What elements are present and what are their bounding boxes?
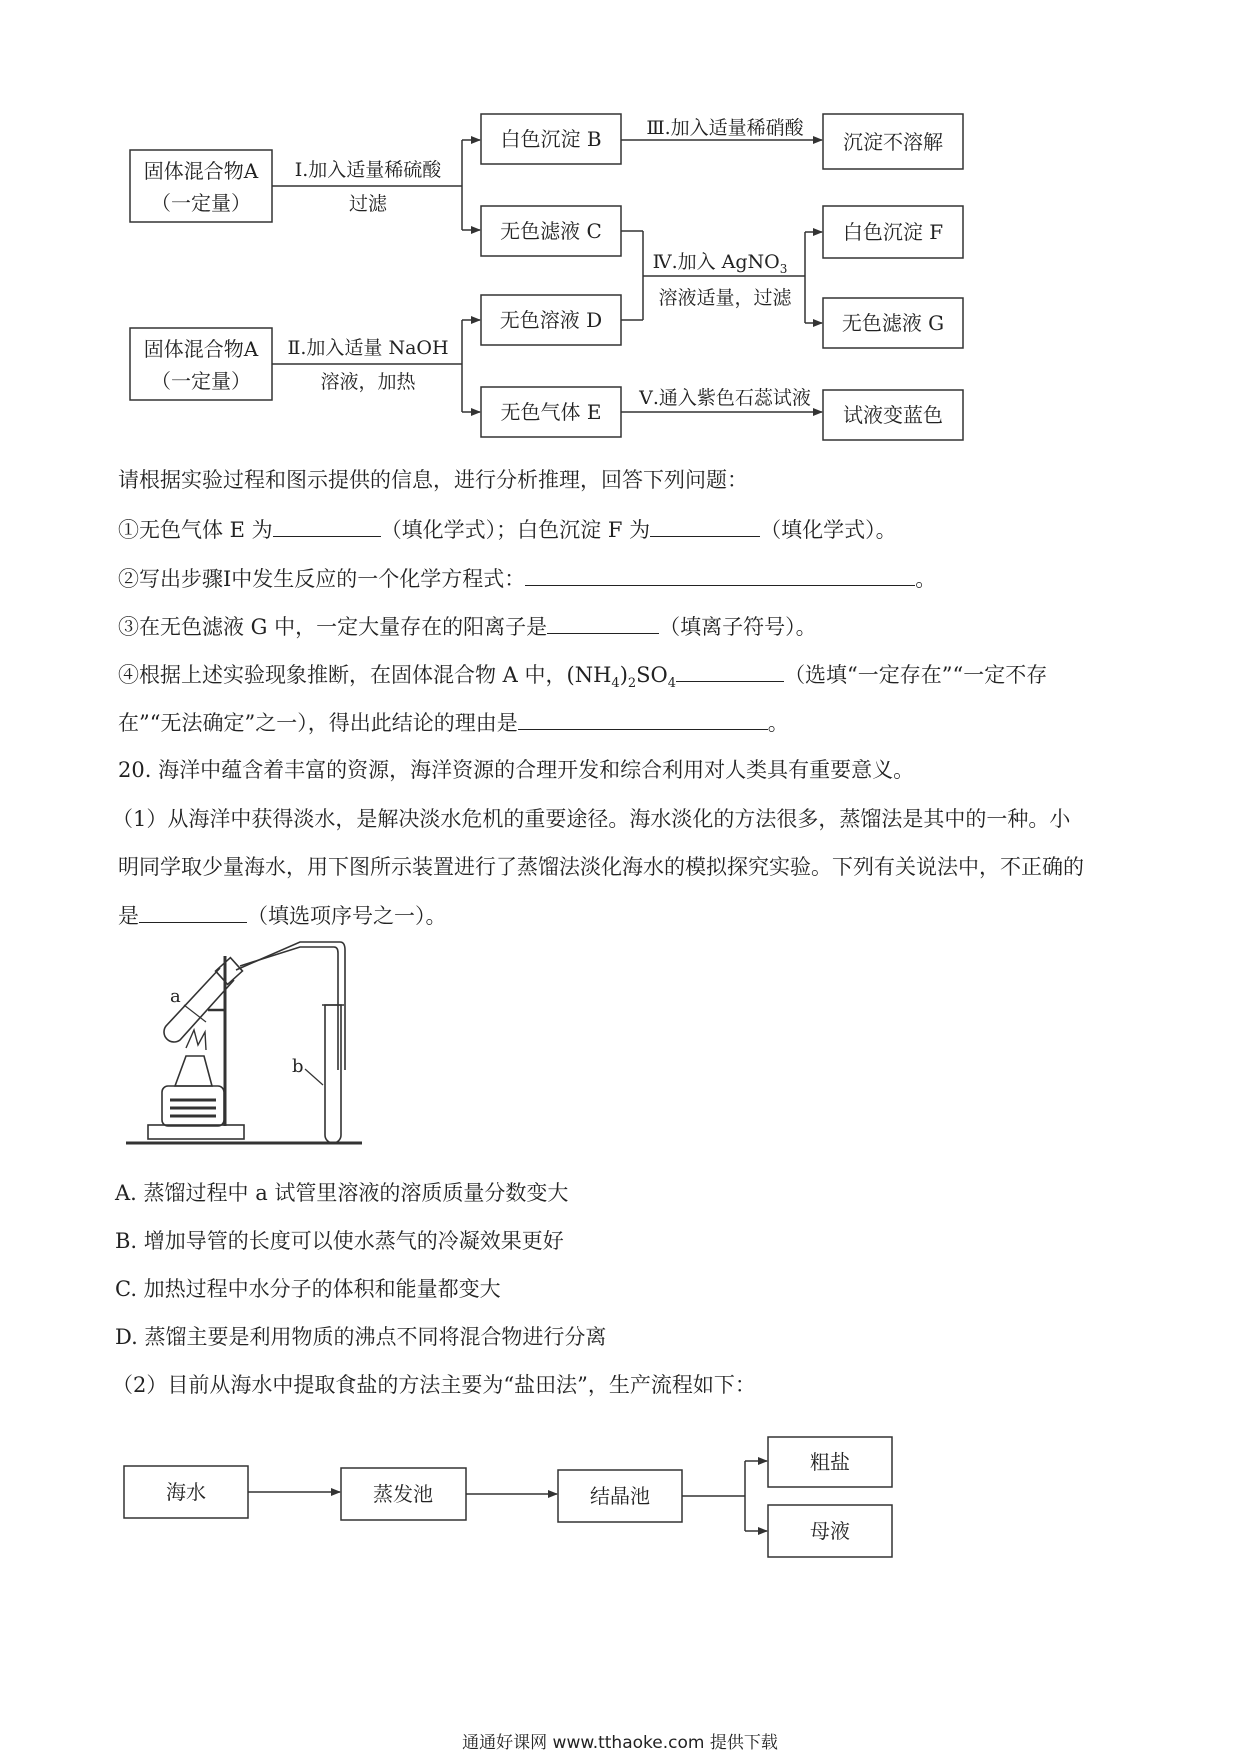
delivery-tube <box>236 942 345 1070</box>
question-3: ③在无色滤液 G 中，一定大量存在的阳离子是 （填离子符号）。 <box>118 611 817 642</box>
answer-blank-equation[interactable] <box>525 563 915 586</box>
option-a: A. 蒸馏过程中 a 试管里溶液的溶质质量分数变大 <box>115 1181 569 1205</box>
step-4-line1: Ⅳ.加入 AgNO$_3$ <box>652 251 788 276</box>
box-a2-line1: 固体混合物A <box>143 337 259 361</box>
page-footer: 通通好课网 www.tthaoke.com 提供下载 <box>462 1733 778 1753</box>
question-4-line1: ④根据上述实验现象推断，在固体混合物 A 中，$(NH_4)_2SO_4$ （选填“一定存在”“一定不存 <box>118 659 1047 699</box>
box-f-text: 白色沉淀 F <box>842 220 944 244</box>
step-3-label: Ⅲ.加入适量稀硝酸 <box>646 117 804 139</box>
box-e-result-text: 试液变蓝色 <box>843 403 943 427</box>
iron-stand <box>148 956 244 1139</box>
question-4-line2: 在”“无法确定”之一），得出此结论的理由是 。 <box>118 707 789 738</box>
part1-line1: （1）从海洋中获得淡水，是解决淡水危机的重要途径。海水淡化的方法很多，蒸馏法是其中的一种。小 <box>112 807 1071 831</box>
option-b: B. 增加导管的长度可以使水蒸气的冷凝效果更好 <box>115 1229 564 1253</box>
box-e-text: 无色气体 E <box>500 400 602 424</box>
step-2-line2: 溶液，加热 <box>320 371 416 393</box>
box-a1-line1: 固体混合物A <box>143 159 259 183</box>
box-mother-liquor <box>768 1505 892 1557</box>
question-2: ②写出步骤Ⅰ中发生反应的一个化学方程式： 。 <box>118 563 936 594</box>
box-evaporation-pond <box>341 1468 466 1520</box>
seawater-text: 海水 <box>166 1480 206 1504</box>
box-b-result-text: 沉淀不溶解 <box>843 130 943 154</box>
label-a: a <box>170 986 181 1007</box>
test-tube-b <box>322 1005 344 1143</box>
coarse-salt-text: 粗盐 <box>810 1450 850 1474</box>
answer-blank-nh4-2so4[interactable] <box>676 659 784 682</box>
alcohol-lamp <box>162 1030 224 1126</box>
step-5-label: Ⅴ.通入紫色石蕊试液 <box>639 387 811 409</box>
box-seawater <box>124 1466 248 1518</box>
answer-blank-reason[interactable] <box>518 707 768 730</box>
test-tube-a <box>164 958 242 1042</box>
question-1: ①无色气体 E 为 （填化学式）；白色沉淀 F 为 （填化学式）。 <box>118 514 897 545</box>
step-1-line1: Ⅰ.加入适量稀硫酸 <box>294 159 442 181</box>
box-crystallization-pond <box>558 1470 682 1522</box>
answer-blank-gas-e[interactable] <box>273 514 381 537</box>
step-1-line2: 过滤 <box>348 193 388 215</box>
box-a2-line2: （一定量） <box>151 369 251 393</box>
mother-liquor-text: 母液 <box>810 1519 850 1543</box>
box-c-text: 无色滤液 C <box>500 219 602 243</box>
part1-line2: 明同学取少量海水，用下图所示装置进行了蒸馏法淡化海水的模拟探究实验。下列有关说法中，不正确的 <box>118 855 1084 879</box>
label-b: b <box>292 1056 304 1077</box>
crystallization-pond-text: 结晶池 <box>590 1484 650 1508</box>
option-d: D. 蒸馏主要是利用物质的沸点不同将混合物进行分离 <box>115 1325 607 1349</box>
experiment-flowchart <box>0 0 1240 460</box>
step-2-line1: Ⅱ.加入适量 NaOH <box>287 337 449 359</box>
answer-blank-cation[interactable] <box>547 611 659 634</box>
option-c: C. 加热过程中水分子的体积和能量都变大 <box>115 1277 501 1301</box>
box-d-text: 无色溶液 D <box>499 308 603 332</box>
salt-flow-connectors <box>248 1461 767 1531</box>
evaporation-pond-text: 蒸发池 <box>373 1482 433 1506</box>
intro-text: 请根据实验过程和图示提供的信息，进行分析推理，回答下列问题： <box>118 468 748 492</box>
part1-line3: 是 （填选项序号之一）。 <box>118 900 447 931</box>
box-coarse-salt <box>768 1437 892 1487</box>
answer-blank-option[interactable] <box>139 900 247 923</box>
step-4-line2: 溶液适量，过滤 <box>658 287 792 309</box>
question-20-title: 20. 海洋中蕴含着丰富的资源，海洋资源的合理开发和综合利用对人类具有重要意义。 <box>118 758 915 782</box>
box-a1-line2: （一定量） <box>151 191 251 215</box>
box-g-text: 无色滤液 G <box>841 311 945 335</box>
box-b-text: 白色沉淀 B <box>500 127 602 151</box>
part2-text: （2）目前从海水中提取食盐的方法主要为“盐田法”，生产流程如下： <box>112 1373 756 1397</box>
answer-blank-precipitate-f[interactable] <box>650 514 760 537</box>
